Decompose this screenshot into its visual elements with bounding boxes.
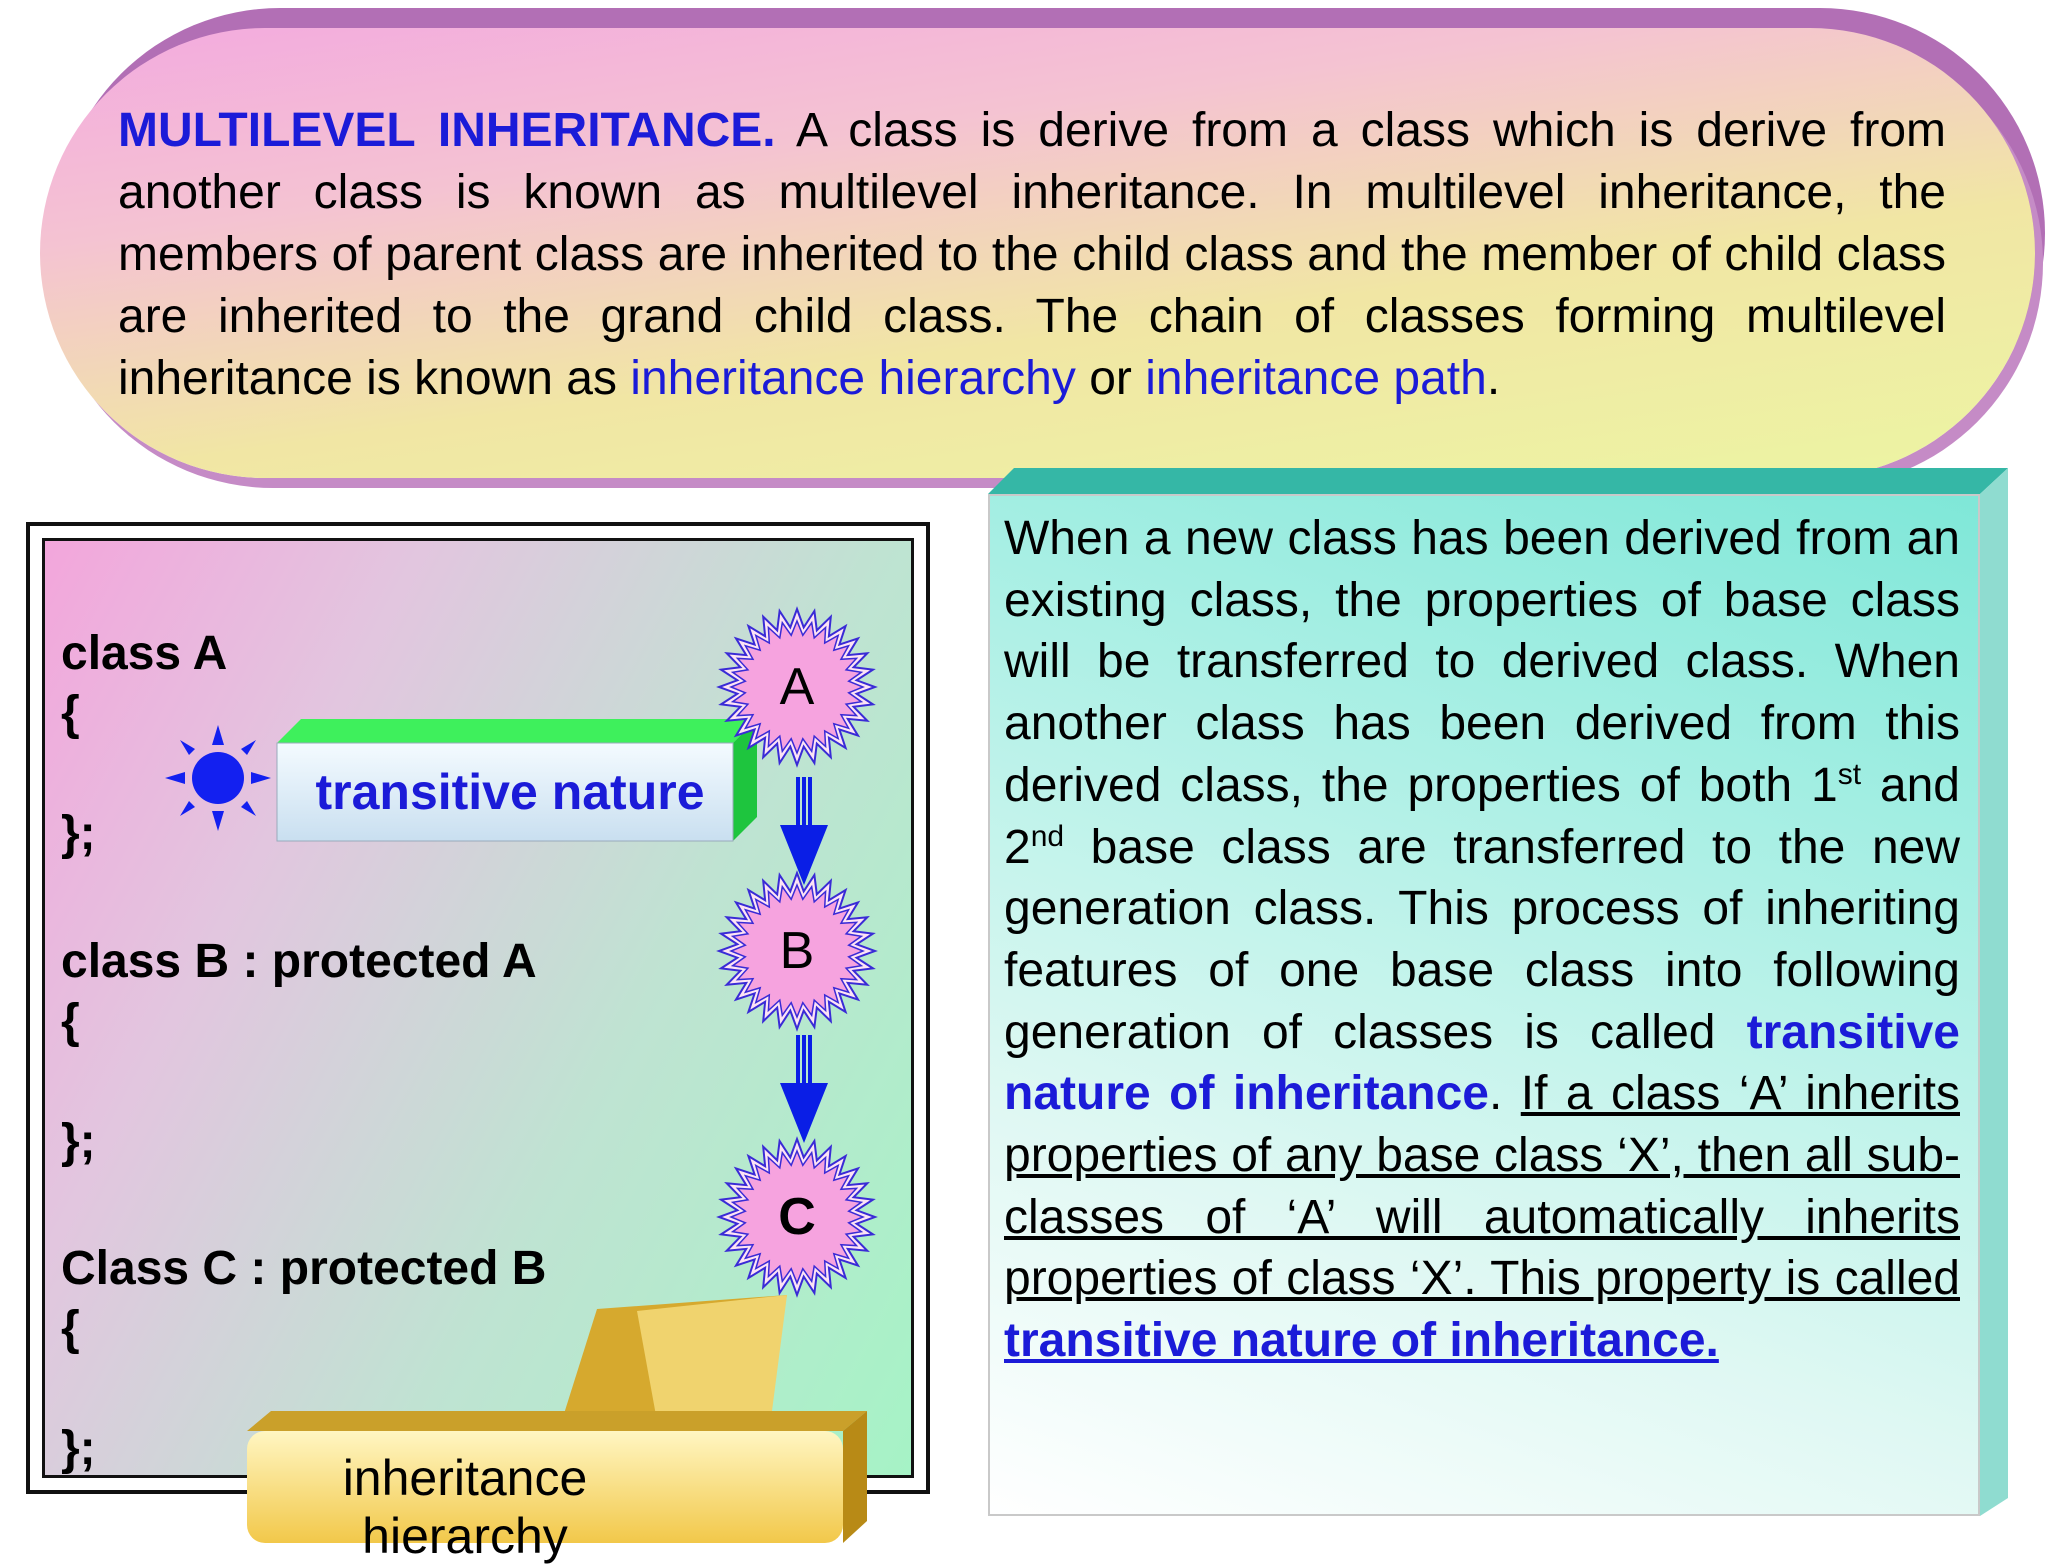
description-underlined: If a class ‘A’ inherits properties of any base class ‘X’, then all sub-classes of ‘A’ will automatically inherits properties of class ‘X’. This property is called (1004, 1067, 1960, 1306)
code-line: { (61, 1302, 80, 1355)
code-line: class B : protected A (61, 935, 537, 988)
class-b-node-label: B (779, 922, 815, 980)
term-transitive-nature-underlined: transitive nature of inheritance. (1004, 1314, 1719, 1368)
description-part: When a new class has been derived from an existing class, the properties of base class will be transferred to derived class. When another class has been derived from this derived class, the properties of both 1 (1004, 512, 1960, 812)
term-inheritance-path: inheritance path (1145, 352, 1487, 405)
term-inheritance-hierarchy: inheritance hierarchy (630, 352, 1076, 405)
description-part: base class are transferred to the new generation class. This process of inheriting features of one base class into following generation of classes is called (1004, 820, 1960, 1059)
code-line: }; (61, 1422, 96, 1475)
code-line: { (61, 995, 80, 1048)
code-panel (42, 538, 914, 1564)
description-part: . (1488, 1067, 1521, 1121)
inheritance-hierarchy-label: inheritance hierarchy (342, 1450, 588, 1564)
definition-heading: MULTILEVEL INHERITANCE. (118, 104, 776, 157)
description-text (1004, 508, 1960, 1372)
code-line: class A (61, 627, 228, 680)
definition-text (118, 100, 1946, 410)
arrow-down-icon (774, 1035, 834, 1145)
term-transitive-nature: transitive nature of inheritance (1004, 1005, 1960, 1121)
superscript: nd (1030, 819, 1065, 853)
code-line: { (61, 687, 80, 740)
superscript: st (1837, 757, 1862, 791)
transitive-nature-label: transitive nature (315, 764, 705, 820)
definition-body: A class is derive from a class which is derive from another class is known as multilevel inheritance. In multilevel inheritance, the members of parent class are inherited to the child class and the member of child class are inherited to the grand child class. The chain of classes forming multilevel inheritance is known as (118, 104, 1947, 405)
description-part: and 2 (1004, 758, 1961, 874)
code-line: }; (61, 807, 96, 860)
code-panel-frame (26, 522, 930, 1564)
class-a-node-label: A (779, 658, 815, 716)
class-c-node-label: C (778, 1188, 816, 1246)
code-line: }; (61, 1115, 96, 1168)
connector-word: or (1089, 352, 1132, 405)
sun-icon (163, 723, 273, 833)
definition-end: . (1486, 352, 1501, 405)
code-line: Class C : protected B (61, 1242, 547, 1295)
